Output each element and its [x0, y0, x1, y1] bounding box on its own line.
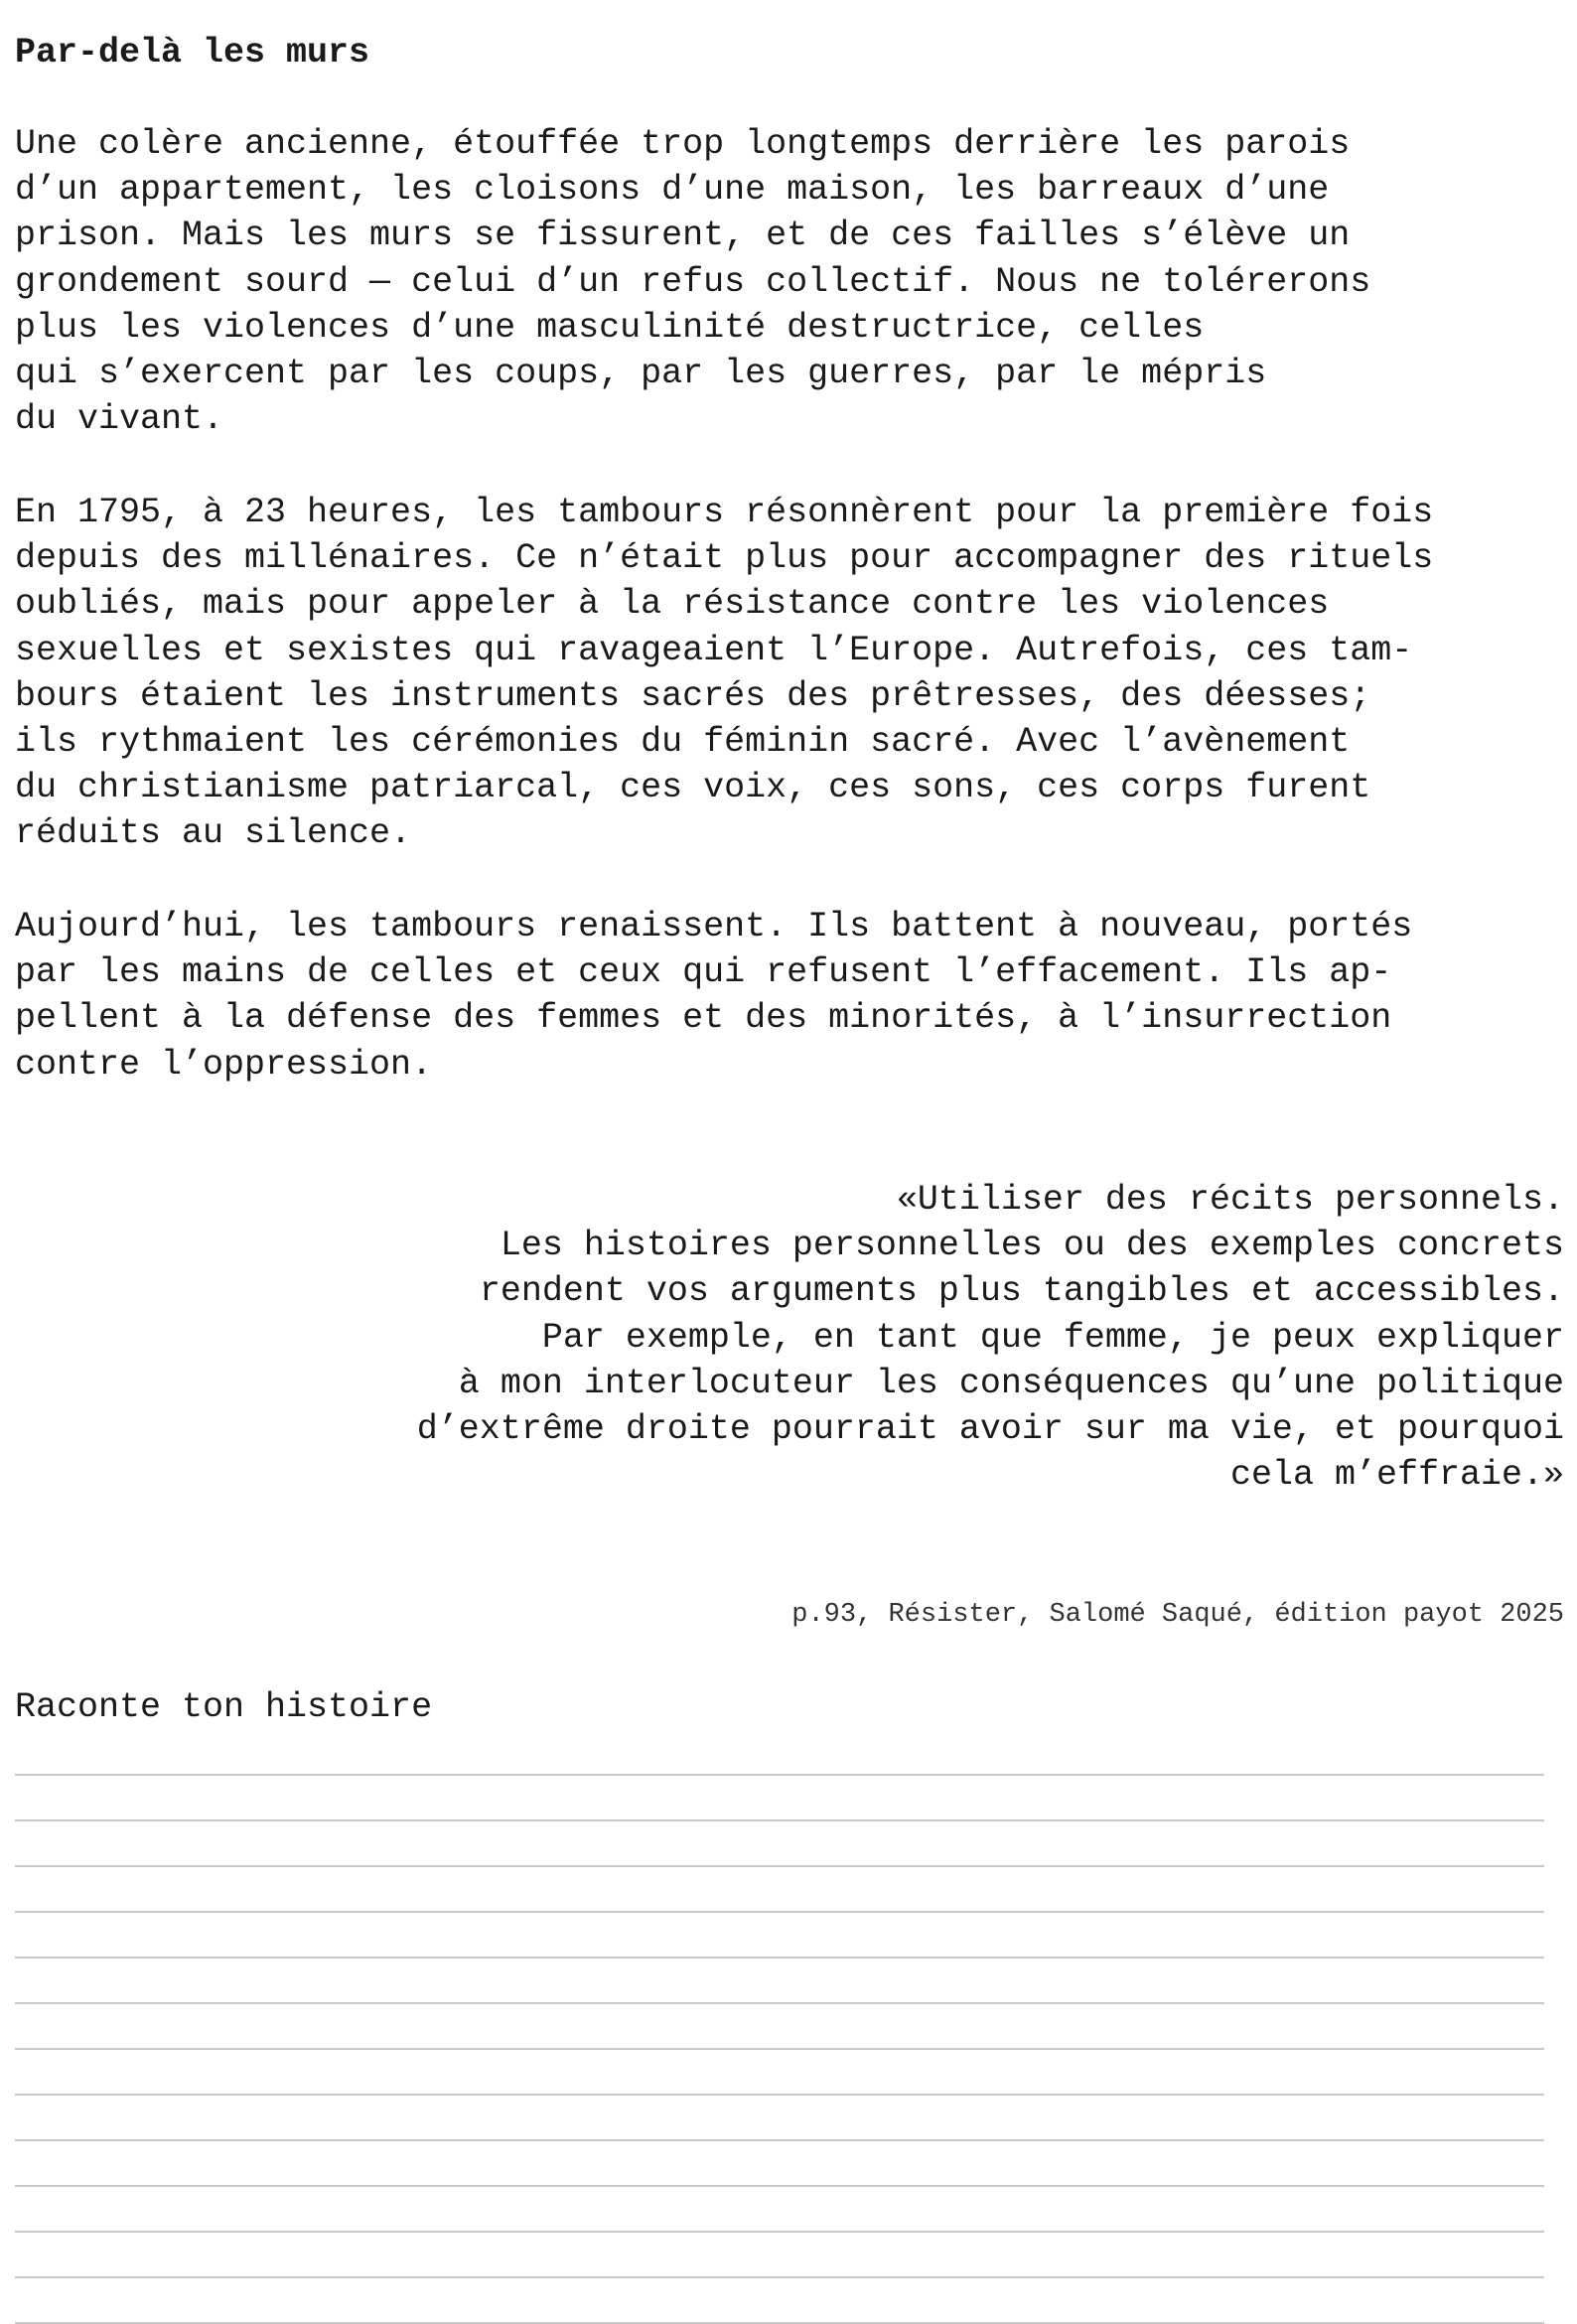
writing-line[interactable] [15, 2096, 1544, 2141]
text-line: réduits au silence. [15, 813, 412, 854]
quote-line: cela m’effraie.» [1229, 1455, 1564, 1496]
text-line: du christianisme patriarcal, ces voix, ces sons, ces corps furent [15, 768, 1371, 808]
writing-prompt: Raconte ton histoire [15, 1687, 433, 1727]
text-line: plus les violences d’une masculinité destructrice, celles [15, 307, 1205, 348]
writing-line[interactable] [15, 2050, 1544, 2096]
text-line: du vivant. [15, 399, 224, 440]
text-line: Aujourd’hui, les tambours renaissent. Ils battent à nouveau, portés [15, 907, 1413, 946]
text-line: En 1795, à 23 heures, les tambours résonnèrent pour la première fois [15, 493, 1434, 532]
text-line: bours étaient les instruments sacrés des prêtresses, des déesses; [15, 675, 1371, 716]
page-title: Par-delà les murs [15, 33, 370, 73]
quote-line: Par exemple, en tant que femme, je peux expliquer [541, 1317, 1564, 1358]
writing-line[interactable] [15, 1867, 1544, 1913]
text-line: prison. Mais les murs se fissurent, et de ces failles s’élève un [15, 216, 1351, 256]
writing-line[interactable] [15, 2233, 1544, 2278]
quote-block [15, 1177, 1564, 1498]
writing-line[interactable] [15, 1821, 1544, 1867]
text-line: ils rythmaient les cérémonies du féminin sacré. Avec l’avènement [15, 721, 1351, 762]
quote-source: p.93, Résister, Salomé Saqué, édition payot 2025 [791, 1600, 1564, 1630]
writing-line[interactable] [15, 1776, 1544, 1821]
writing-line[interactable] [15, 1913, 1544, 1959]
text-line: depuis des millénaires. Ce n’était plus pour accompagner des rituels [15, 538, 1434, 579]
quote-line: à mon interlocuteur les conséquences qu’une politique [458, 1363, 1564, 1403]
paragraph-2 [15, 490, 1433, 857]
quote-line: Les histoires personnelles ou des exemples concrets [500, 1226, 1564, 1266]
paragraph-1 [15, 121, 1370, 442]
writing-line[interactable] [15, 2187, 1544, 2233]
text-line: pellent à la défense des femmes et des minorités, à l’insurrection [15, 998, 1392, 1039]
text-line: oubliés, mais pour appeler à la résistance contre les violences [15, 584, 1330, 625]
writing-line[interactable] [15, 2278, 1544, 2324]
paragraph-3 [15, 904, 1412, 1088]
quote-line: rendent vos arguments plus tangibles et accessibles. [479, 1271, 1564, 1312]
text-line: d’un appartement, les cloisons d’une maison, les barreaux d’une [15, 170, 1330, 211]
writing-line[interactable] [15, 1959, 1544, 2004]
writing-line[interactable] [15, 2004, 1544, 2050]
text-line: sexuelles et sexistes qui ravageaient l’Europe. Autrefois, ces tam- [15, 630, 1413, 670]
text-line: contre l’oppression. [15, 1044, 433, 1085]
quote-line: d’extrême droite pourrait avoir sur ma vie, et pourquoi [416, 1408, 1564, 1449]
text-line: Une colère ancienne, étouffée trop longtemps derrière les parois [15, 124, 1351, 164]
writing-line[interactable] [15, 2141, 1544, 2187]
writing-lines[interactable] [15, 1774, 1544, 2324]
quote-line: «Utiliser des récits personnels. [896, 1180, 1564, 1220]
text-line: qui s’exercent par les coups, par les guerres, par le mépris [15, 353, 1267, 393]
text-line: grondement sourd — celui d’un refus collectif. Nous ne tolérerons [15, 261, 1371, 302]
text-line: par les mains de celles et ceux qui refusent l’effacement. Ils ap- [15, 952, 1392, 993]
